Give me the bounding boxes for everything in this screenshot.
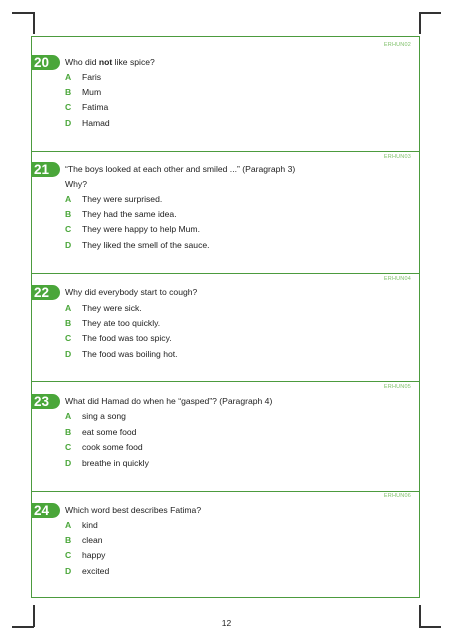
option-a[interactable]: A They were sick. bbox=[65, 303, 142, 313]
option-a[interactable]: A They were surprised. bbox=[65, 194, 163, 204]
option-d[interactable]: D breathe in quickly bbox=[65, 458, 149, 468]
crop-mark-tl bbox=[12, 12, 34, 14]
item-code: ERHUN03 bbox=[383, 154, 411, 160]
question-divider bbox=[31, 491, 420, 492]
option-b[interactable]: B They ate too quickly. bbox=[65, 318, 161, 328]
question-number: 21 bbox=[31, 162, 60, 177]
question-number: 23 bbox=[31, 394, 60, 409]
option-b[interactable]: B They had the same idea. bbox=[65, 209, 177, 219]
option-b[interactable]: B clean bbox=[65, 535, 103, 545]
question-divider bbox=[31, 381, 420, 382]
option-a[interactable]: A kind bbox=[65, 520, 98, 530]
option-b[interactable]: B eat some food bbox=[65, 427, 137, 437]
question-number: 20 bbox=[31, 55, 60, 70]
question-subtext: Why? bbox=[65, 179, 87, 189]
option-c[interactable]: C They were happy to help Mum. bbox=[65, 224, 200, 234]
question-divider bbox=[31, 273, 420, 274]
crop-mark-tl bbox=[33, 12, 35, 34]
emphasis: not bbox=[98, 57, 113, 67]
option-d[interactable]: D The food was boiling hot. bbox=[65, 349, 178, 359]
item-code: ERHUN02 bbox=[383, 42, 411, 48]
question-number: 22 bbox=[31, 285, 60, 300]
question-stem: Who did not like spice? bbox=[65, 57, 155, 67]
option-c[interactable]: C happy bbox=[65, 550, 106, 560]
option-c[interactable]: C Fatima bbox=[65, 102, 109, 112]
option-a[interactable]: A sing a song bbox=[65, 411, 126, 421]
option-a[interactable]: A Faris bbox=[65, 72, 102, 82]
option-b[interactable]: B Mum bbox=[65, 87, 102, 97]
option-d[interactable]: D Hamad bbox=[65, 118, 110, 128]
item-code: ERHUN05 bbox=[383, 384, 411, 390]
item-code: ERHUN06 bbox=[383, 493, 411, 499]
question-stem: Why did everybody start to cough? bbox=[65, 287, 198, 297]
crop-mark-tr bbox=[419, 12, 421, 34]
question-stem: “The boys looked at each other and smiled ...” (Paragraph 3) bbox=[65, 164, 296, 174]
question-number: 24 bbox=[31, 503, 60, 518]
option-c[interactable]: C The food was too spicy. bbox=[65, 333, 172, 343]
page-number: 12 bbox=[221, 618, 232, 628]
question-stem: Which word best describes Fatima? bbox=[65, 505, 202, 515]
option-c[interactable]: C cook some food bbox=[65, 442, 143, 452]
option-d[interactable]: D excited bbox=[65, 566, 110, 576]
option-d[interactable]: D They liked the smell of the sauce. bbox=[65, 240, 210, 250]
question-divider bbox=[31, 151, 420, 152]
item-code: ERHUN04 bbox=[383, 276, 411, 282]
crop-mark-tr bbox=[419, 12, 441, 14]
question-stem: What did Hamad do when he “gasped”? (Paragraph 4) bbox=[65, 396, 273, 406]
